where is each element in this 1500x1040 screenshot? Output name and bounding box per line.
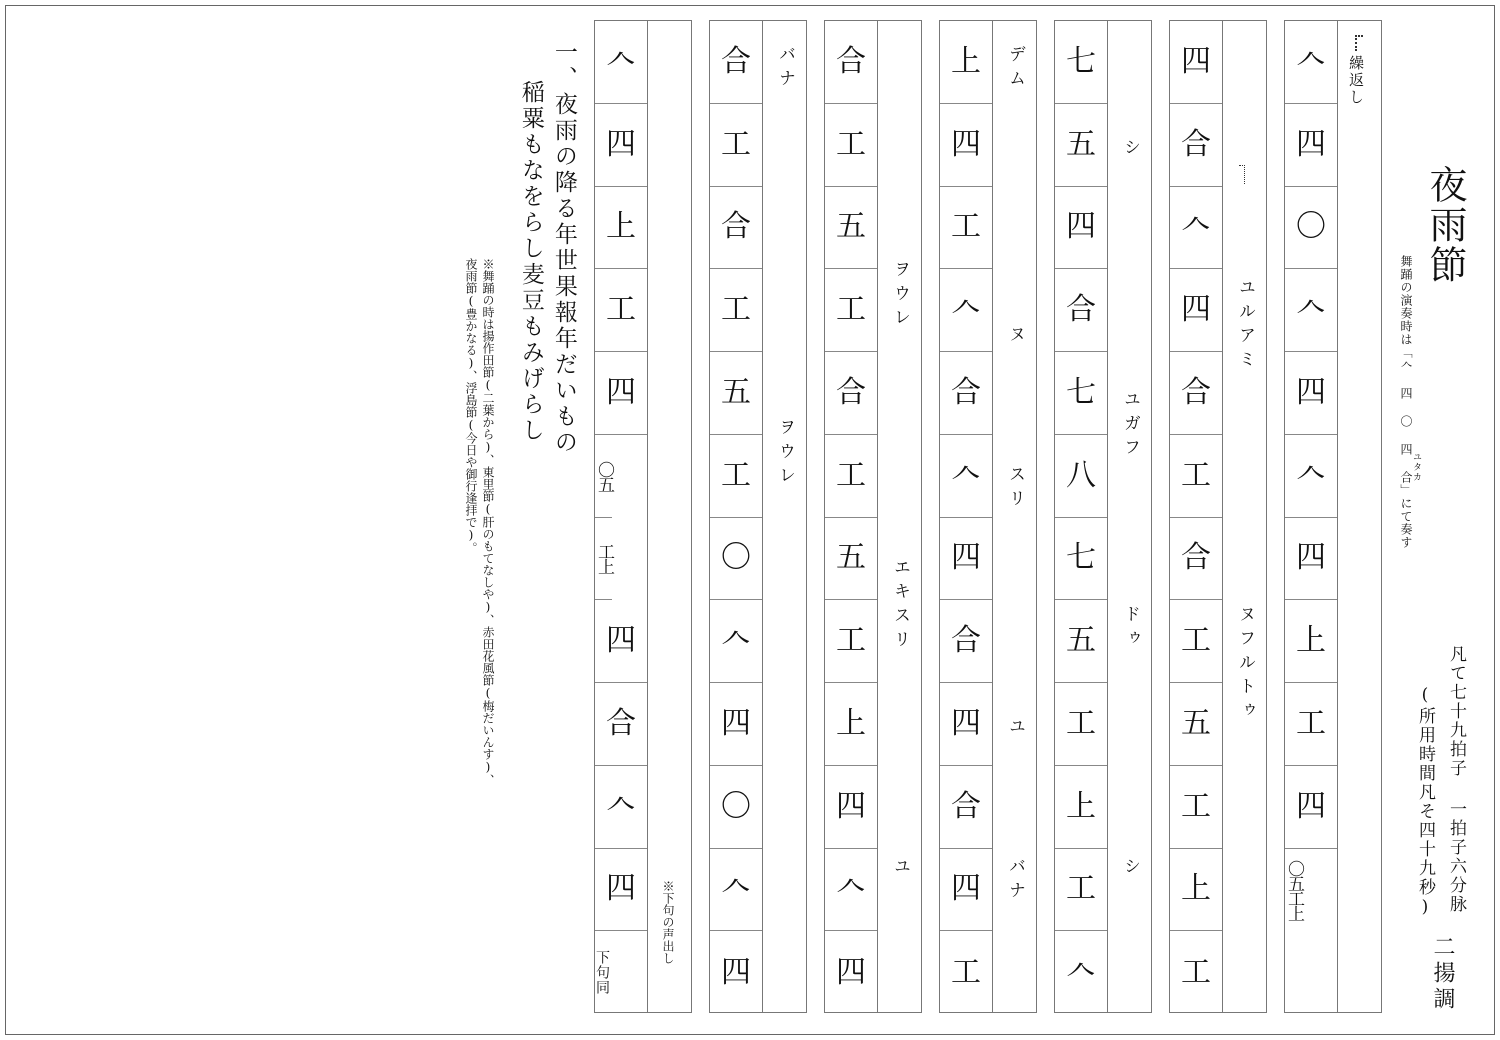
note-cell: 七 bbox=[1055, 352, 1107, 435]
note-cell: 四 bbox=[1285, 352, 1337, 435]
note-cell: 〇 bbox=[1285, 187, 1337, 270]
note-cell: 四 bbox=[1285, 518, 1337, 601]
note-cell: 𠆢 bbox=[595, 766, 647, 849]
note-cell: 五 bbox=[825, 518, 877, 601]
lyric-syllables: ヲウレ bbox=[775, 418, 795, 491]
note-cell: 合 bbox=[1170, 518, 1222, 601]
note-cell: 四 bbox=[1285, 104, 1337, 187]
lyric-box bbox=[1338, 20, 1382, 1013]
lyric-syllables: バナ bbox=[775, 45, 795, 93]
note-cell: 𠆢 bbox=[1285, 21, 1337, 104]
note-cell: 𠆢 bbox=[1285, 435, 1337, 518]
note-cell: 五 bbox=[1170, 683, 1222, 766]
lyric-box bbox=[648, 20, 692, 1013]
lyric-box bbox=[1223, 20, 1267, 1013]
lyric-box bbox=[763, 20, 807, 1013]
lyric-syllables: ドゥ bbox=[1120, 604, 1140, 653]
performance-note: 舞踊の演奏時は「𠆢 四 〇 四 合」にて奏す bbox=[1399, 255, 1413, 549]
note-cell: 四 bbox=[940, 683, 992, 766]
note-cell: 上 bbox=[1055, 766, 1107, 849]
note-cell: 合 bbox=[595, 683, 647, 766]
note-cell: 四 bbox=[1170, 269, 1222, 352]
repeat-label: 繰返し bbox=[1347, 55, 1365, 106]
lyric-syllables: ヌ bbox=[1005, 324, 1025, 349]
note-cell: 𠆢 bbox=[825, 849, 877, 932]
note-cell: 五 bbox=[825, 187, 877, 270]
note-cell: 合 bbox=[940, 600, 992, 683]
note-cell: 四 bbox=[595, 352, 647, 435]
note-cell: 工 bbox=[1170, 435, 1222, 518]
note-cell: 〇 bbox=[710, 518, 762, 601]
note-cell: 工 bbox=[710, 104, 762, 187]
note-cell: 七 bbox=[1055, 21, 1107, 104]
note-cell: 工 bbox=[940, 187, 992, 270]
lyric-syllables: ユガフ bbox=[1120, 390, 1140, 463]
note-cell: 四 bbox=[721, 954, 751, 990]
tuning-mode: 二揚調 bbox=[1430, 935, 1455, 1013]
note-cell: 上 bbox=[1170, 849, 1222, 932]
performance-note-ruby: ユタカ bbox=[1411, 452, 1421, 482]
note-cell: 𠆢 bbox=[1066, 954, 1096, 990]
note-cell: 合 bbox=[940, 766, 992, 849]
note-box bbox=[1054, 20, 1108, 1013]
note-cell: 合 bbox=[940, 352, 992, 435]
note-cell: 工 bbox=[710, 269, 762, 352]
note-cell: 合 bbox=[1170, 352, 1222, 435]
note-cell: 工 bbox=[1170, 600, 1222, 683]
note-cell: 〇五工上 bbox=[1284, 859, 1304, 920]
note-cell: 合 bbox=[710, 21, 762, 104]
footnote-line-1: ※舞踊の時は揚作田節(二葉から)、東里節(肝のもてなしや)、赤田花風節(梅だいんす)、 bbox=[481, 258, 495, 786]
lyric-syllables: スリ bbox=[1005, 464, 1025, 513]
note-cell: 〇五 bbox=[595, 435, 612, 518]
note-cell: 四 bbox=[940, 104, 992, 187]
note-cell: 四 bbox=[1055, 187, 1107, 270]
note-cell: 四 bbox=[595, 600, 647, 683]
note-cell: 工 bbox=[710, 435, 762, 518]
beat-count: 凡て七十九拍子 一拍子六分脉 bbox=[1446, 645, 1466, 914]
note-cell: 合 bbox=[1170, 104, 1222, 187]
note-box bbox=[1169, 20, 1223, 1013]
note-cell: 𠆢 bbox=[710, 849, 762, 932]
lyric-syllables: ユ bbox=[890, 856, 910, 881]
note-cell: 工 bbox=[1055, 683, 1107, 766]
note-cell: 五 bbox=[1055, 600, 1107, 683]
lyric-syllables: バナ bbox=[1005, 856, 1025, 905]
note-cell: 八 bbox=[1055, 435, 1107, 518]
note-cell: 四 bbox=[825, 766, 877, 849]
note-cell: 合 bbox=[710, 187, 762, 270]
note-cell: 合 bbox=[1055, 269, 1107, 352]
note-cell: 四 bbox=[1170, 21, 1222, 104]
note-cell: 上 bbox=[595, 187, 647, 270]
lyric-syllables: シ bbox=[1120, 856, 1140, 881]
note-cell: 五 bbox=[1055, 104, 1107, 187]
note-box bbox=[824, 20, 878, 1013]
note-cell: 下句同 bbox=[594, 950, 610, 996]
note-cell: 四 bbox=[940, 518, 992, 601]
note-cell: 工 bbox=[595, 269, 647, 352]
lyric-syllables: ヌフルトゥ bbox=[1235, 604, 1255, 725]
note-cell: 𠆢 bbox=[595, 21, 647, 104]
note-cell: 四 bbox=[940, 849, 992, 932]
note-cell: 四 bbox=[595, 849, 647, 932]
note-cell: 上 bbox=[940, 21, 992, 104]
note-cell: 工 bbox=[825, 600, 877, 683]
footnote-line-2: 夜雨節(豊かなる)、浮島節(今日や御行逢拝で)。 bbox=[464, 258, 478, 554]
note-cell: 𠆢 bbox=[1170, 187, 1222, 270]
note-box bbox=[1284, 20, 1338, 1013]
page-title: 夜雨節 bbox=[1423, 165, 1467, 285]
note-cell: 〇 bbox=[710, 766, 762, 849]
repeat-end-bracket bbox=[1239, 165, 1245, 184]
note-cell: 工 bbox=[825, 104, 877, 187]
note-box bbox=[709, 20, 763, 1013]
note-cell: 四 bbox=[595, 104, 647, 187]
note-cell: 上 bbox=[1285, 600, 1337, 683]
lyric-syllables: ヲウレ bbox=[890, 259, 910, 332]
lyric-syllables: エキスリ bbox=[890, 558, 910, 655]
note-cell: 工 bbox=[1285, 683, 1337, 766]
duration: (所用時間凡そ四十九秒) bbox=[1415, 685, 1435, 919]
note-cell: 四 bbox=[836, 954, 866, 990]
lyric-syllables: シ bbox=[1120, 138, 1140, 163]
note-cell: 合 bbox=[825, 21, 877, 104]
note-cell: 五 bbox=[710, 352, 762, 435]
note-cell: 四 bbox=[1285, 766, 1337, 849]
note-cell: 工 bbox=[951, 954, 981, 990]
note-cell: 工 bbox=[1181, 954, 1211, 990]
note-cell: 上 bbox=[825, 683, 877, 766]
note-cell: 工 bbox=[825, 435, 877, 518]
note-cell: 工 bbox=[1170, 766, 1222, 849]
column-note: ※下句の声出し bbox=[661, 880, 675, 964]
note-cell: 工 bbox=[825, 269, 877, 352]
note-cell: 四 bbox=[710, 683, 762, 766]
lyric-syllables: ユ bbox=[1005, 716, 1025, 741]
note-cell: 𠆢 bbox=[940, 269, 992, 352]
note-cell: 𠆢 bbox=[1285, 269, 1337, 352]
note-cell: 𠆢 bbox=[710, 600, 762, 683]
lyric-syllables: ユルアミ bbox=[1235, 278, 1255, 375]
note-box bbox=[939, 20, 993, 1013]
note-cell: 工 bbox=[1055, 849, 1107, 932]
note-cell: 七 bbox=[1055, 518, 1107, 601]
note-box bbox=[594, 20, 648, 1013]
lyrics-line-1: 一、夜雨の降る年世果報年だいもの bbox=[550, 40, 577, 456]
lyrics-line-2: 稲粟もなをらし麦豆もみげらし bbox=[517, 80, 544, 444]
note-cell: 𠆢 bbox=[940, 435, 992, 518]
note-cell: 合 bbox=[825, 352, 877, 435]
lyric-syllables: デム bbox=[1005, 45, 1025, 93]
note-cell: 工上 bbox=[595, 518, 612, 601]
